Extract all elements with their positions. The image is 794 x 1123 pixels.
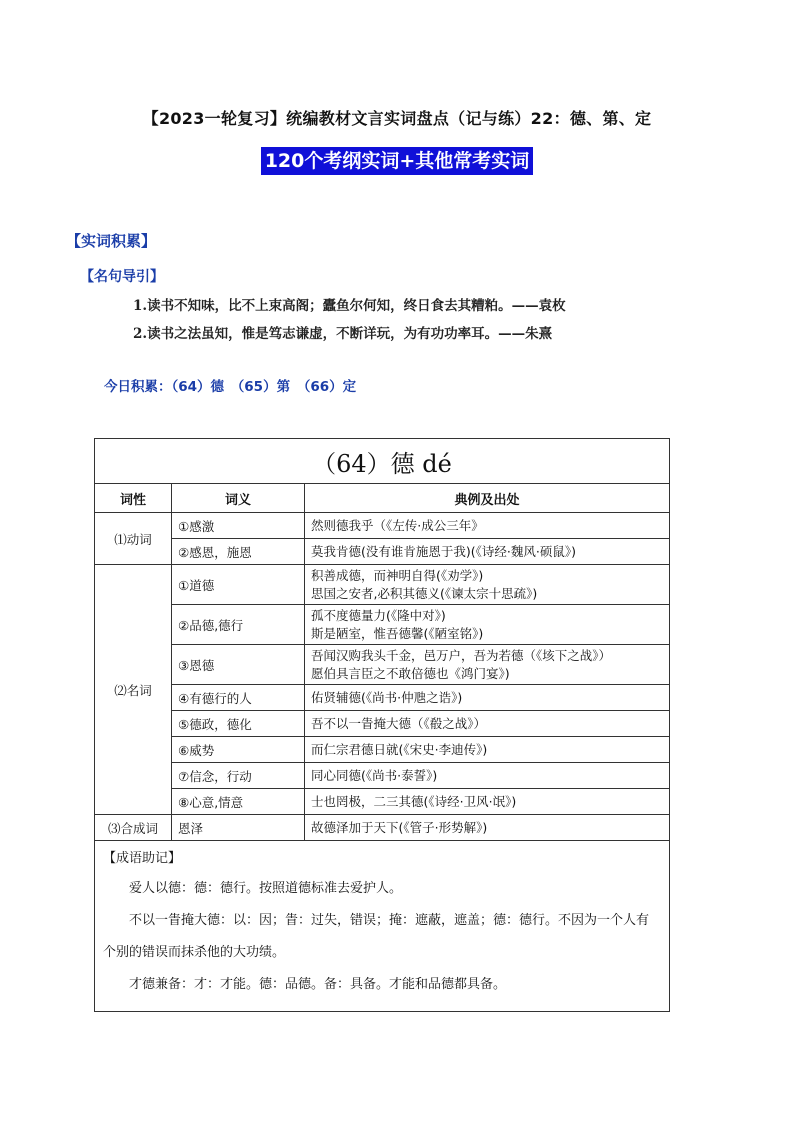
- example-line: 士也罔极，二三其德(《诗经·卫风·氓》): [311, 793, 517, 809]
- table-row: [95, 711, 670, 737]
- example-line: 而仁宗君德日就(《宋史·李迪传》): [311, 741, 488, 757]
- example-cell: [305, 539, 670, 565]
- idiom-item: 才德兼备：才：才能。德：品德。备：具备。才能和品德都具备。: [129, 977, 507, 992]
- example-line: 同心同德(《尚书·泰誓》): [311, 767, 438, 783]
- header-examples: 典例及出处: [305, 484, 670, 513]
- example-line: 积善成德，而神明自得(《劝学》): [311, 567, 484, 583]
- page-title: 【2023一轮复习】统编教材文言实词盘点（记与练）22：德、第、定: [142, 109, 652, 128]
- idiom-item: 不以一眚掩大德：以：因；眚：过失，错误；掩：遮蔽，遮盖；德：德行。不因为一个人有个别的错误而抹杀他的大功绩。: [103, 913, 650, 960]
- quote-1: 1.读书不知味，比不上束高阁；蠹鱼尔何知，终日食去其糟粕。——袁枚: [133, 298, 566, 314]
- example-cell: [305, 565, 670, 605]
- meaning-cell: ⑤德政，德化: [172, 711, 305, 737]
- pos-cell: ⑵名词: [95, 565, 172, 815]
- idiom-notes: [95, 841, 670, 1012]
- example-cell: [305, 763, 670, 789]
- table-row: [95, 565, 670, 605]
- subsection-heading: 【名句导引】: [80, 269, 164, 285]
- idiom-item: 爱人以德：德：德行。按照道德标准去爱护人。: [129, 881, 403, 896]
- example-cell: [305, 645, 670, 685]
- example-line: 佑贤辅德(《尚书·仲虺之诰》): [311, 689, 463, 705]
- example-cell: [305, 685, 670, 711]
- example-line: 吾闻汉购我头千金，邑万户，吾为若德（《垓下之战》）: [311, 647, 612, 663]
- meaning-cell: ③恩德: [172, 645, 305, 685]
- today-summary: 今日积累：（64）德 （65）第 （66）定: [104, 379, 357, 395]
- meaning-cell: ②品德,德行: [172, 605, 305, 645]
- page-subtitle: 120个考纲实词+其他常考实词: [261, 147, 534, 175]
- pos-cell: ⑶合成词: [95, 815, 172, 841]
- example-cell: [305, 737, 670, 763]
- meaning-cell: ⑧心意,情意: [172, 789, 305, 815]
- notes-heading: 【成语助记】: [103, 851, 182, 866]
- table-row: [95, 605, 670, 645]
- meaning-cell: ④有德行的人: [172, 685, 305, 711]
- meaning-cell: ①道德: [172, 565, 305, 605]
- example-line: 然则德我乎（《左传·成公三年》: [311, 517, 484, 533]
- table-row: [95, 513, 670, 539]
- table-row: [95, 737, 670, 763]
- meaning-cell: 恩泽: [172, 815, 305, 841]
- example-line: 孤不度德量力(《隆中对》): [311, 607, 446, 623]
- table-row: [95, 685, 670, 711]
- meaning-cell: ⑥威势: [172, 737, 305, 763]
- example-line: 莫我肯德(没有谁肯施恩于我)(《诗经·魏风·硕鼠》): [311, 543, 576, 559]
- example-cell: [305, 815, 670, 841]
- example-cell: [305, 711, 670, 737]
- meaning-cell: ①感激: [172, 513, 305, 539]
- table-row: [95, 539, 670, 565]
- example-line: 吾不以一眚掩大德（《殽之战》）: [311, 715, 487, 731]
- example-cell: [305, 789, 670, 815]
- table-row: [95, 763, 670, 789]
- table-row: [95, 645, 670, 685]
- word-table: [94, 438, 670, 1012]
- example-line: 愿伯具言臣之不敢倍德也《鸿门宴》): [311, 665, 510, 681]
- table-row: [95, 789, 670, 815]
- meaning-cell: ⑦信念，行动: [172, 763, 305, 789]
- meaning-cell: ②感恩，施恩: [172, 539, 305, 565]
- quote-2: 2.读书之法虽知，惟是笃志谦虚，不断详玩，为有功功率耳。——朱熹: [133, 326, 553, 342]
- table-row: [95, 815, 670, 841]
- example-line: 思国之安者,必积其德义(《谏太宗十思疏》): [311, 585, 538, 601]
- example-cell: [305, 605, 670, 645]
- section-heading: 【实词积累】: [66, 232, 157, 250]
- subtitle-wrap: [0, 147, 794, 175]
- table-title: （64）德 dé: [95, 439, 670, 484]
- pos-cell: ⑴动词: [95, 513, 172, 565]
- example-line: 斯是陋室，惟吾德馨(《陋室铭》): [311, 625, 484, 641]
- header-meaning: 词义: [172, 484, 305, 513]
- example-cell: [305, 513, 670, 539]
- example-line: 故德泽加于天下(《管子·形势解》): [311, 819, 488, 835]
- header-pos: 词性: [95, 484, 172, 513]
